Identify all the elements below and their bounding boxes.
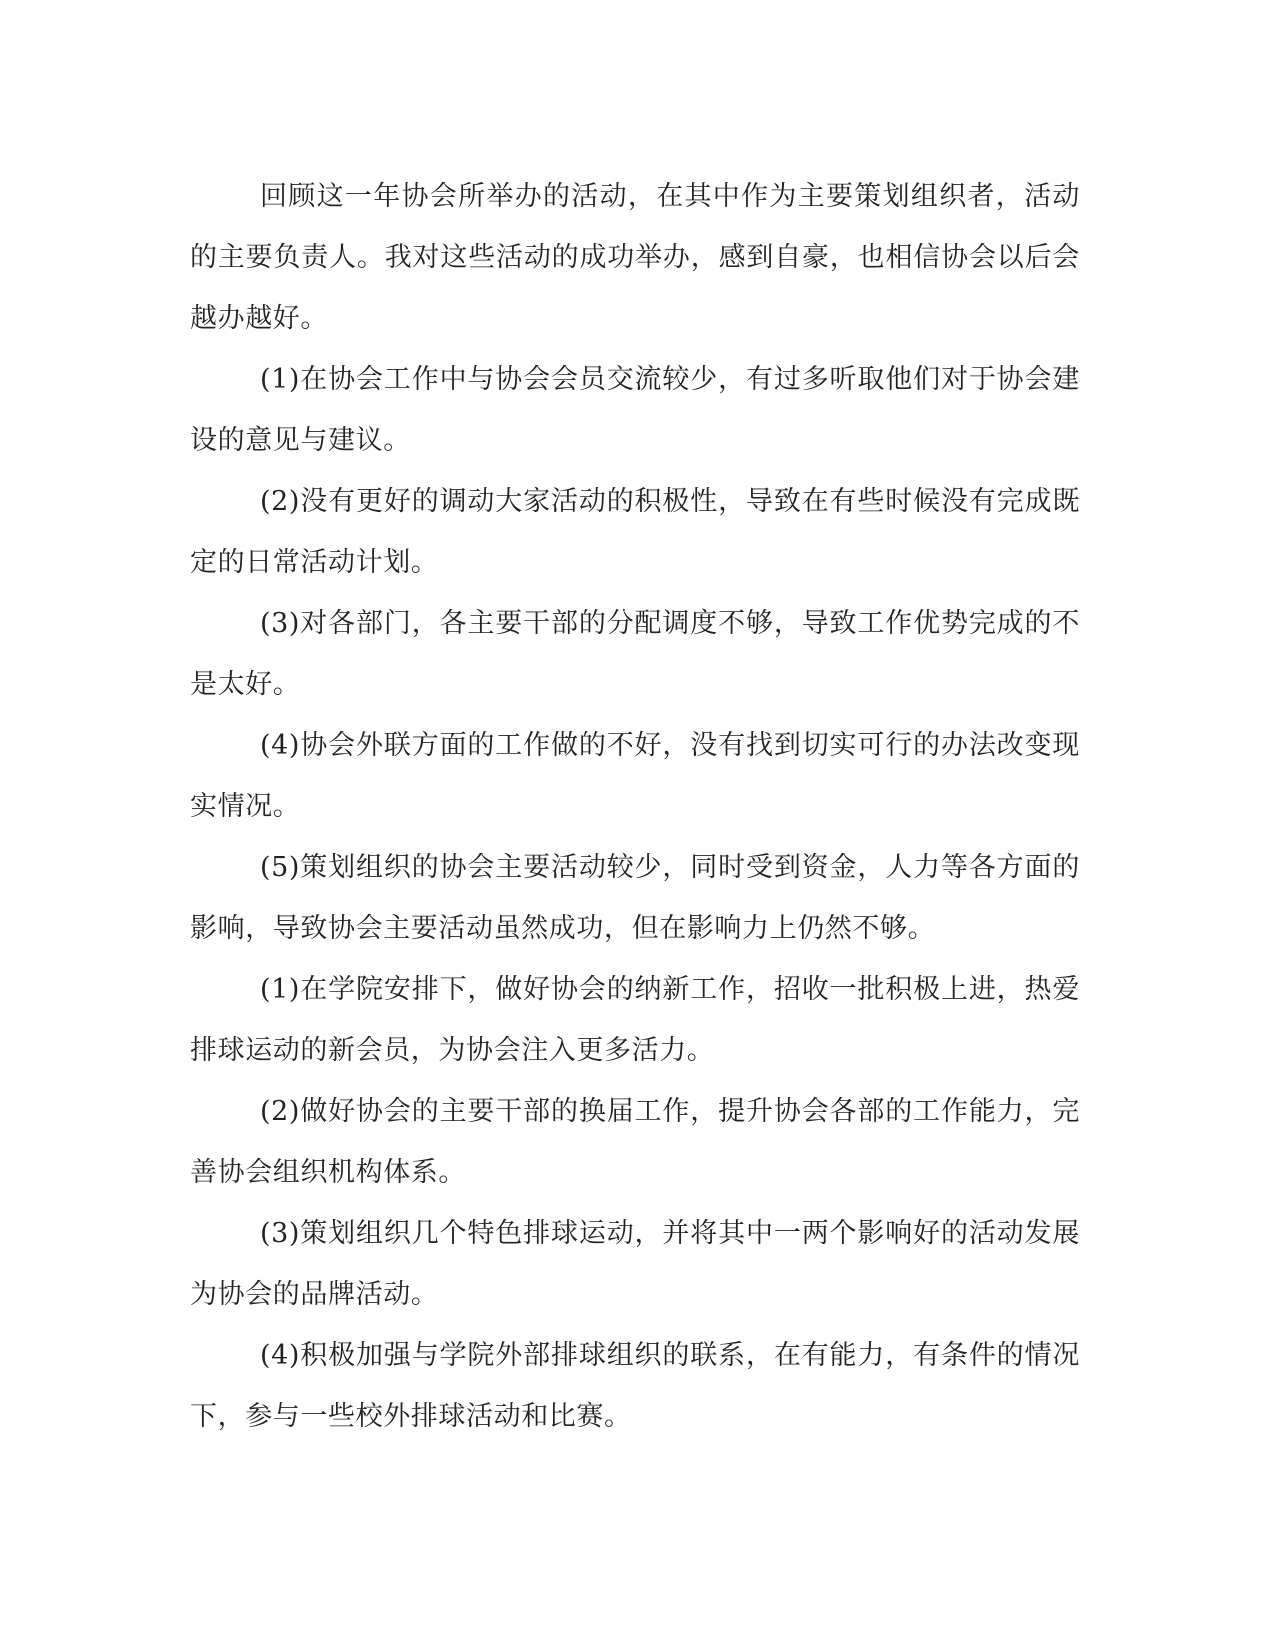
- paragraph-shortcoming-1: (1)在协会工作中与协会会员交流较少，有过多听取他们对于协会建设的意见与建议。: [190, 364, 1080, 456]
- paragraph-plan-3: (3)策划组织几个特色排球运动，并将其中一两个影响好的活动发展为协会的品牌活动。: [190, 1218, 1080, 1310]
- paragraph-plan-1: (1)在学院安排下，做好协会的纳新工作，招收一批积极上进，热爱排球运动的新会员，为协会注入更多活力。: [190, 974, 1080, 1066]
- paragraph-shortcoming-2: (2)没有更好的调动大家活动的积极性，导致在有些时候没有完成既定的日常活动计划。: [190, 486, 1080, 578]
- paragraph-plan-2: (2)做好协会的主要干部的换届工作，提升协会各部的工作能力，完善协会组织机构体系。: [190, 1096, 1080, 1188]
- paragraph-plan-4: (4)积极加强与学院外部排球组织的联系，在有能力，有条件的情况下，参与一些校外排球活动和比赛。: [190, 1340, 1080, 1432]
- paragraph-shortcoming-4: (4)协会外联方面的工作做的不好，没有找到切实可行的办法改变现实情况。: [190, 730, 1080, 822]
- paragraph-shortcoming-3: (3)对各部门，各主要干部的分配调度不够，导致工作优势完成的不是太好。: [190, 608, 1080, 700]
- document-body: [190, 166, 1080, 1447]
- paragraph-review: 回顾这一年协会所举办的活动，在其中作为主要策划组织者，活动的主要负责人。我对这些活动的成功举办，感到自豪，也相信协会以后会越办越好。: [190, 181, 1080, 334]
- paragraph-shortcoming-5: (5)策划组织的协会主要活动较少，同时受到资金，人力等各方面的影响，导致协会主要活动虽然成功，但在影响力上仍然不够。: [190, 852, 1080, 944]
